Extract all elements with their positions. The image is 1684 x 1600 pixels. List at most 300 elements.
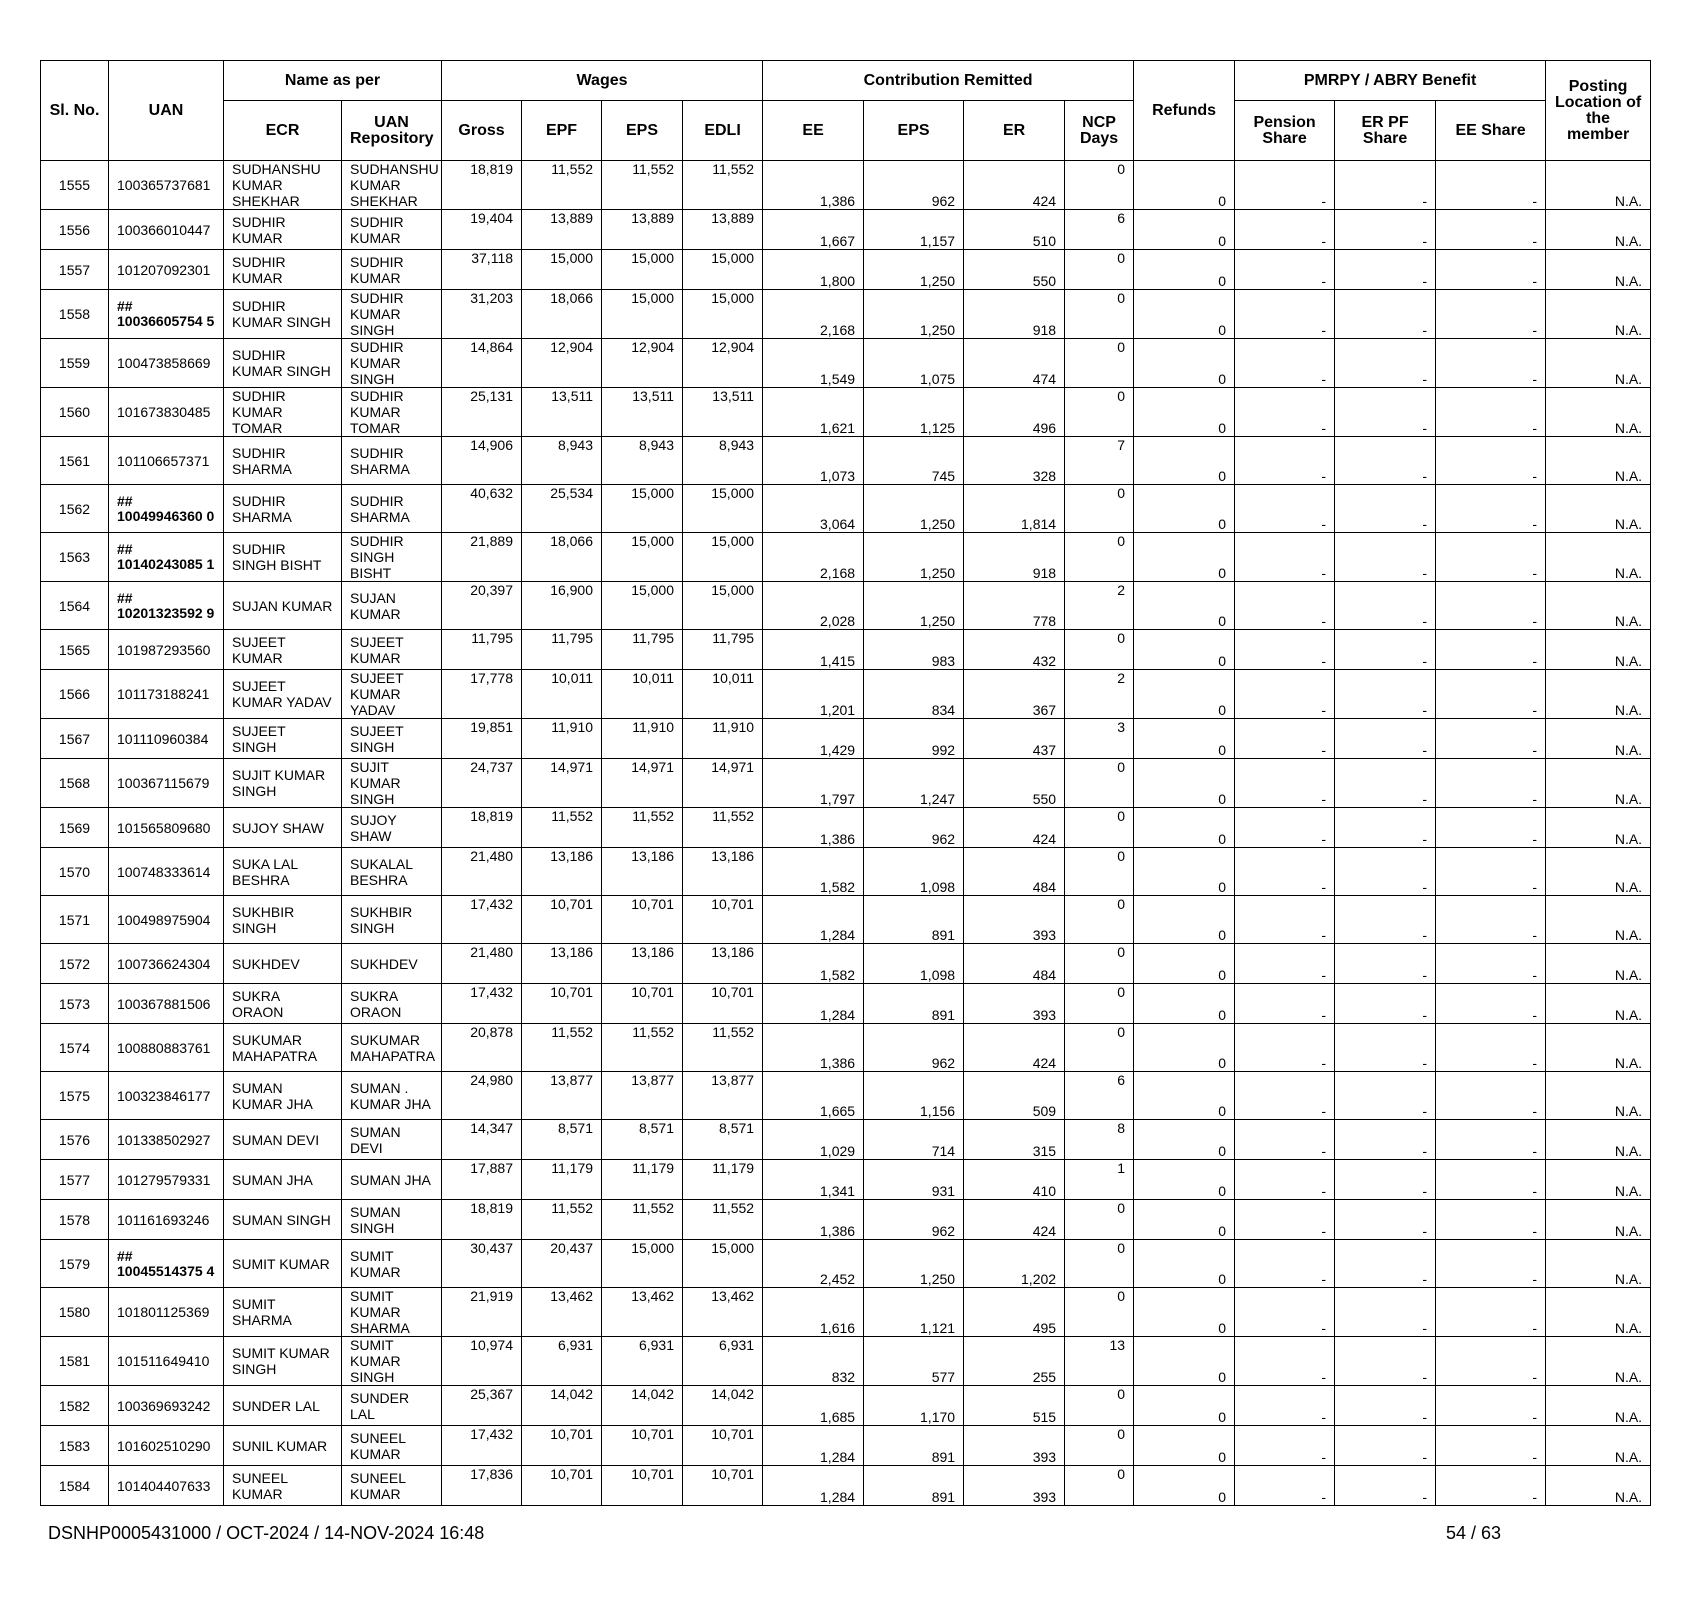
cell-uan: 100736624304 — [109, 944, 224, 984]
cell-edli: 11,910 — [683, 719, 763, 759]
cell-er-pf-share: - — [1335, 848, 1436, 896]
cell-uan-repository: SUDHIR KUMAR — [342, 210, 442, 250]
table-row — [41, 719, 1651, 759]
cell-er: 255 — [964, 1337, 1065, 1386]
cell-contrib-eps: 1,250 — [864, 290, 964, 339]
cell-er-pf-share: - — [1335, 719, 1436, 759]
table-row — [41, 250, 1651, 290]
cell-posting-location: N.A. — [1546, 719, 1651, 759]
cell-refunds: 0 — [1134, 848, 1235, 896]
cell-uan-repository: SUDHIR SINGH BISHT — [342, 533, 442, 582]
cell-edli: 12,904 — [683, 339, 763, 388]
cell-uan: 101602510290 — [109, 1426, 224, 1466]
cell-ee-share: - — [1436, 388, 1546, 437]
cell-uan-repository: SUKHDEV — [342, 944, 442, 984]
cell-ecr-name: SUMIT SHARMA — [224, 1288, 342, 1337]
cell-eps: 15,000 — [602, 485, 683, 533]
table-row — [41, 984, 1651, 1024]
cell-eps: 10,011 — [602, 670, 683, 719]
cell-uan: 101673830485 — [109, 388, 224, 437]
cell-uan-repository: SUDHIR KUMAR SINGH — [342, 290, 442, 339]
cell-ee: 1,797 — [763, 759, 864, 808]
cell-edli: 14,042 — [683, 1386, 763, 1426]
cell-pension-share: - — [1235, 533, 1335, 582]
cell-pension-share: - — [1235, 1200, 1335, 1240]
cell-ee: 1,073 — [763, 437, 864, 485]
cell-ee-share: - — [1436, 1240, 1546, 1288]
cell-ee: 2,028 — [763, 582, 864, 630]
cell-refunds: 0 — [1134, 984, 1235, 1024]
cell-gross: 21,480 — [442, 944, 522, 984]
cell-uan: 101565809680 — [109, 808, 224, 848]
cell-er-pf-share: - — [1335, 161, 1436, 210]
cell-uan: 100880883761 — [109, 1024, 224, 1072]
cell-edli: 11,552 — [683, 1200, 763, 1240]
cell-ecr-name: SUNEEL KUMAR — [224, 1466, 342, 1506]
cell-er-pf-share: - — [1335, 1200, 1436, 1240]
cell-posting-location: N.A. — [1546, 290, 1651, 339]
cell-er: 424 — [964, 1024, 1065, 1072]
cell-uan: 101279579331 — [109, 1160, 224, 1200]
cell-refunds: 0 — [1134, 582, 1235, 630]
cell-eps: 15,000 — [602, 290, 683, 339]
cell-pension-share: - — [1235, 210, 1335, 250]
cell-eps: 8,571 — [602, 1120, 683, 1160]
cell-refunds: 0 — [1134, 437, 1235, 485]
cell-contrib-eps: 962 — [864, 1024, 964, 1072]
cell-ee-share: - — [1436, 1160, 1546, 1200]
cell-uan: 101404407633 — [109, 1466, 224, 1506]
cell-uan: 100498975904 — [109, 896, 224, 944]
cell-ecr-name: SUDHIR KUMAR — [224, 250, 342, 290]
cell-refunds: 0 — [1134, 896, 1235, 944]
cell-edli: 11,795 — [683, 630, 763, 670]
cell-edli: 13,511 — [683, 388, 763, 437]
cell-refunds: 0 — [1134, 1386, 1235, 1426]
cell-eps: 14,042 — [602, 1386, 683, 1426]
cell-gross: 10,974 — [442, 1337, 522, 1386]
cell-pension-share: - — [1235, 339, 1335, 388]
cell-er-pf-share: - — [1335, 1024, 1436, 1072]
cell-ee: 1,800 — [763, 250, 864, 290]
cell-posting-location: N.A. — [1546, 1337, 1651, 1386]
cell-er: 1,202 — [964, 1240, 1065, 1288]
cell-posting-location: N.A. — [1546, 944, 1651, 984]
cell-refunds: 0 — [1134, 944, 1235, 984]
cell-eps: 13,889 — [602, 210, 683, 250]
cell-ee: 1,386 — [763, 1200, 864, 1240]
cell-edli: 14,971 — [683, 759, 763, 808]
cell-edli: 10,701 — [683, 1466, 763, 1506]
cell-er-pf-share: - — [1335, 896, 1436, 944]
cell-uan: 100367881506 — [109, 984, 224, 1024]
cell-epf: 10,701 — [522, 1426, 602, 1466]
cell-sl-no: 1570 — [41, 848, 109, 896]
cell-refunds: 0 — [1134, 1120, 1235, 1160]
cell-posting-location: N.A. — [1546, 1240, 1651, 1288]
cell-eps: 15,000 — [602, 533, 683, 582]
table-row — [41, 339, 1651, 388]
cell-er: 437 — [964, 719, 1065, 759]
col-ee: EE — [763, 101, 864, 161]
cell-epf: 13,511 — [522, 388, 602, 437]
cell-gross: 17,836 — [442, 1466, 522, 1506]
cell-gross: 17,432 — [442, 1426, 522, 1466]
cell-uan: 100369693242 — [109, 1386, 224, 1426]
cell-sl-no: 1555 — [41, 161, 109, 210]
cell-ncp-days: 1 — [1065, 1160, 1134, 1200]
table-row — [41, 437, 1651, 485]
cell-ncp-days: 2 — [1065, 670, 1134, 719]
cell-contrib-eps: 891 — [864, 984, 964, 1024]
cell-er-pf-share: - — [1335, 1337, 1436, 1386]
cell-posting-location: N.A. — [1546, 1024, 1651, 1072]
cell-epf: 13,186 — [522, 944, 602, 984]
cell-er-pf-share: - — [1335, 670, 1436, 719]
cell-uan: ## 10201323592 9 — [109, 582, 224, 630]
cell-ecr-name: SUDHIR SHARMA — [224, 485, 342, 533]
cell-ncp-days: 0 — [1065, 1466, 1134, 1506]
cell-pension-share: - — [1235, 670, 1335, 719]
cell-posting-location: N.A. — [1546, 984, 1651, 1024]
cell-er: 918 — [964, 290, 1065, 339]
cell-er: 393 — [964, 1426, 1065, 1466]
cell-posting-location: N.A. — [1546, 808, 1651, 848]
cell-uan: ## 10045514375 4 — [109, 1240, 224, 1288]
cell-ecr-name: SUJAN KUMAR — [224, 582, 342, 630]
cell-gross: 24,980 — [442, 1072, 522, 1120]
cell-epf: 11,552 — [522, 1024, 602, 1072]
cell-epf: 13,889 — [522, 210, 602, 250]
cell-ee: 1,341 — [763, 1160, 864, 1200]
cell-refunds: 0 — [1134, 719, 1235, 759]
cell-gross: 18,819 — [442, 161, 522, 210]
cell-ee: 1,616 — [763, 1288, 864, 1337]
col-pension-share: Pension Share — [1235, 101, 1335, 161]
cell-eps: 11,910 — [602, 719, 683, 759]
cell-ee-share: - — [1436, 290, 1546, 339]
cell-contrib-eps: 1,125 — [864, 388, 964, 437]
cell-uan: 100473858669 — [109, 339, 224, 388]
cell-ncp-days: 0 — [1065, 848, 1134, 896]
cell-er-pf-share: - — [1335, 250, 1436, 290]
table-row — [41, 670, 1651, 719]
cell-sl-no: 1567 — [41, 719, 109, 759]
page-number: 54 / 63 — [1446, 1523, 1502, 1543]
cell-er: 393 — [964, 896, 1065, 944]
cell-sl-no: 1573 — [41, 984, 109, 1024]
cell-ncp-days: 13 — [1065, 1337, 1134, 1386]
cell-pension-share: - — [1235, 485, 1335, 533]
cell-epf: 10,701 — [522, 896, 602, 944]
cell-eps: 11,552 — [602, 1200, 683, 1240]
cell-ncp-days: 0 — [1065, 944, 1134, 984]
cell-uan: 101207092301 — [109, 250, 224, 290]
cell-gross: 30,437 — [442, 1240, 522, 1288]
cell-sl-no: 1562 — [41, 485, 109, 533]
cell-eps: 10,701 — [602, 1466, 683, 1506]
cell-edli: 13,462 — [683, 1288, 763, 1337]
cell-uan-repository: SUMIT KUMAR SINGH — [342, 1337, 442, 1386]
cell-uan-repository: SUDHIR KUMAR TOMAR — [342, 388, 442, 437]
cell-uan-repository: SUJAN KUMAR — [342, 582, 442, 630]
group-contribution-remitted: Contribution Remitted — [763, 61, 1134, 101]
cell-contrib-eps: 1,121 — [864, 1288, 964, 1337]
cell-ecr-name: SUNDER LAL — [224, 1386, 342, 1426]
cell-uan-repository: SUMAN . KUMAR JHA — [342, 1072, 442, 1120]
col-contrib-eps: EPS — [864, 101, 964, 161]
cell-ecr-name: SUMAN DEVI — [224, 1120, 342, 1160]
cell-refunds: 0 — [1134, 1024, 1235, 1072]
cell-ecr-name: SUJIT KUMAR SINGH — [224, 759, 342, 808]
cell-ecr-name: SUKA LAL BESHRA — [224, 848, 342, 896]
table-row — [41, 759, 1651, 808]
cell-ncp-days: 8 — [1065, 1120, 1134, 1160]
col-er: ER — [964, 101, 1065, 161]
cell-ecr-name: SUJEET KUMAR YADAV — [224, 670, 342, 719]
cell-sl-no: 1565 — [41, 630, 109, 670]
table-row — [41, 1240, 1651, 1288]
table-row — [41, 1288, 1651, 1337]
cell-eps: 11,179 — [602, 1160, 683, 1200]
cell-er: 432 — [964, 630, 1065, 670]
cell-sl-no: 1560 — [41, 388, 109, 437]
cell-er-pf-share: - — [1335, 437, 1436, 485]
cell-er-pf-share: - — [1335, 984, 1436, 1024]
cell-ncp-days: 0 — [1065, 984, 1134, 1024]
cell-uan: 100365737681 — [109, 161, 224, 210]
cell-ee-share: - — [1436, 630, 1546, 670]
cell-sl-no: 1579 — [41, 1240, 109, 1288]
cell-sl-no: 1582 — [41, 1386, 109, 1426]
cell-ee: 1,667 — [763, 210, 864, 250]
cell-ee-share: - — [1436, 161, 1546, 210]
cell-er-pf-share: - — [1335, 944, 1436, 984]
table-row — [41, 1072, 1651, 1120]
cell-refunds: 0 — [1134, 1200, 1235, 1240]
cell-ee-share: - — [1436, 1120, 1546, 1160]
cell-ee-share: - — [1436, 1072, 1546, 1120]
cell-er-pf-share: - — [1335, 1240, 1436, 1288]
cell-ecr-name: SUKUMAR MAHAPATRA — [224, 1024, 342, 1072]
cell-eps: 13,462 — [602, 1288, 683, 1337]
cell-epf: 11,795 — [522, 630, 602, 670]
cell-uan: 101110960384 — [109, 719, 224, 759]
group-name-as-per: Name as per — [224, 61, 442, 101]
cell-er-pf-share: - — [1335, 339, 1436, 388]
cell-sl-no: 1568 — [41, 759, 109, 808]
cell-ee-share: - — [1436, 984, 1546, 1024]
cell-posting-location: N.A. — [1546, 210, 1651, 250]
cell-contrib-eps: 962 — [864, 161, 964, 210]
document-reference: DSNHP0005431000 / OCT-2024 / 14-NOV-2024 16:48 — [48, 1523, 485, 1543]
cell-ncp-days: 0 — [1065, 759, 1134, 808]
cell-edli: 11,552 — [683, 161, 763, 210]
cell-sl-no: 1581 — [41, 1337, 109, 1386]
cell-posting-location: N.A. — [1546, 630, 1651, 670]
cell-posting-location: N.A. — [1546, 848, 1651, 896]
cell-eps: 11,552 — [602, 161, 683, 210]
cell-ecr-name: SUDHIR KUMAR — [224, 210, 342, 250]
cell-ee: 1,386 — [763, 1024, 864, 1072]
cell-contrib-eps: 1,157 — [864, 210, 964, 250]
cell-ecr-name: SUJOY SHAW — [224, 808, 342, 848]
cell-er-pf-share: - — [1335, 1466, 1436, 1506]
cell-eps: 8,943 — [602, 437, 683, 485]
cell-pension-share: - — [1235, 437, 1335, 485]
cell-ee-share: - — [1436, 808, 1546, 848]
cell-epf: 11,552 — [522, 808, 602, 848]
cell-eps: 13,186 — [602, 944, 683, 984]
cell-sl-no: 1571 — [41, 896, 109, 944]
group-pmrpy-abry: PMRPY / ABRY Benefit — [1235, 61, 1546, 101]
cell-epf: 18,066 — [522, 533, 602, 582]
cell-edli: 10,701 — [683, 1426, 763, 1466]
cell-refunds: 0 — [1134, 485, 1235, 533]
cell-eps: 12,904 — [602, 339, 683, 388]
cell-sl-no: 1556 — [41, 210, 109, 250]
cell-er: 393 — [964, 984, 1065, 1024]
col-uan: UAN — [109, 61, 224, 161]
cell-pension-share: - — [1235, 1120, 1335, 1160]
cell-uan: 101106657371 — [109, 437, 224, 485]
cell-uan-repository: SUJEET KUMAR YADAV — [342, 670, 442, 719]
cell-er-pf-share: - — [1335, 582, 1436, 630]
cell-posting-location: N.A. — [1546, 1288, 1651, 1337]
cell-uan-repository: SUMIT KUMAR SHARMA — [342, 1288, 442, 1337]
cell-epf: 8,943 — [522, 437, 602, 485]
cell-pension-share: - — [1235, 388, 1335, 437]
col-sl-no: Sl. No. — [41, 61, 109, 161]
cell-ncp-days: 0 — [1065, 533, 1134, 582]
cell-ee: 1,201 — [763, 670, 864, 719]
table-row — [41, 944, 1651, 984]
cell-contrib-eps: 1,247 — [864, 759, 964, 808]
cell-pension-share: - — [1235, 1160, 1335, 1200]
cell-posting-location: N.A. — [1546, 1200, 1651, 1240]
cell-ecr-name: SUDHIR SHARMA — [224, 437, 342, 485]
cell-epf: 13,877 — [522, 1072, 602, 1120]
cell-posting-location: N.A. — [1546, 1426, 1651, 1466]
cell-contrib-eps: 1,075 — [864, 339, 964, 388]
cell-er: 424 — [964, 161, 1065, 210]
cell-edli: 15,000 — [683, 582, 763, 630]
cell-contrib-eps: 1,156 — [864, 1072, 964, 1120]
cell-gross: 11,795 — [442, 630, 522, 670]
cell-pension-share: - — [1235, 630, 1335, 670]
table-row — [41, 1386, 1651, 1426]
cell-gross: 18,819 — [442, 1200, 522, 1240]
cell-ecr-name: SUJEET KUMAR — [224, 630, 342, 670]
cell-sl-no: 1584 — [41, 1466, 109, 1506]
cell-gross: 31,203 — [442, 290, 522, 339]
col-eps: EPS — [602, 101, 683, 161]
cell-pension-share: - — [1235, 161, 1335, 210]
table-row — [41, 210, 1651, 250]
cell-gross: 21,889 — [442, 533, 522, 582]
cell-gross: 14,347 — [442, 1120, 522, 1160]
cell-contrib-eps: 891 — [864, 1426, 964, 1466]
cell-ee: 1,386 — [763, 808, 864, 848]
cell-er-pf-share: - — [1335, 533, 1436, 582]
cell-pension-share: - — [1235, 1426, 1335, 1466]
table-row — [41, 630, 1651, 670]
cell-ncp-days: 6 — [1065, 1072, 1134, 1120]
cell-er: 509 — [964, 1072, 1065, 1120]
cell-ee: 832 — [763, 1337, 864, 1386]
cell-edli: 13,877 — [683, 1072, 763, 1120]
cell-pension-share: - — [1235, 944, 1335, 984]
cell-pension-share: - — [1235, 759, 1335, 808]
cell-edli: 15,000 — [683, 250, 763, 290]
cell-edli: 11,179 — [683, 1160, 763, 1200]
cell-epf: 13,462 — [522, 1288, 602, 1337]
cell-eps: 14,971 — [602, 759, 683, 808]
cell-refunds: 0 — [1134, 1240, 1235, 1288]
table-row — [41, 1466, 1651, 1506]
cell-er: 1,814 — [964, 485, 1065, 533]
cell-sl-no: 1563 — [41, 533, 109, 582]
cell-uan: 101987293560 — [109, 630, 224, 670]
cell-eps: 15,000 — [602, 582, 683, 630]
cell-uan-repository: SUMAN SINGH — [342, 1200, 442, 1240]
cell-ee-share: - — [1436, 339, 1546, 388]
cell-er: 315 — [964, 1120, 1065, 1160]
cell-ee: 1,284 — [763, 1466, 864, 1506]
cell-er-pf-share: - — [1335, 1072, 1436, 1120]
cell-uan-repository: SUJIT KUMAR SINGH — [342, 759, 442, 808]
cell-epf: 15,000 — [522, 250, 602, 290]
cell-ee-share: - — [1436, 210, 1546, 250]
cell-gross: 21,480 — [442, 848, 522, 896]
table-row — [41, 1426, 1651, 1466]
cell-ee-share: - — [1436, 1288, 1546, 1337]
cell-ee: 1,621 — [763, 388, 864, 437]
cell-uan: 101338502927 — [109, 1120, 224, 1160]
cell-ee: 1,582 — [763, 944, 864, 984]
cell-ncp-days: 0 — [1065, 1288, 1134, 1337]
cell-ecr-name: SUDHANSHU KUMAR SHEKHAR — [224, 161, 342, 210]
cell-ecr-name: SUDHIR KUMAR TOMAR — [224, 388, 342, 437]
cell-ecr-name: SUMAN KUMAR JHA — [224, 1072, 342, 1120]
cell-uan-repository: SUDHANSHU KUMAR SHEKHAR — [342, 161, 442, 210]
cell-ee: 1,284 — [763, 896, 864, 944]
col-ecr-name: ECR — [224, 101, 342, 161]
cell-er-pf-share: - — [1335, 1426, 1436, 1466]
cell-contrib-eps: 962 — [864, 808, 964, 848]
cell-er-pf-share: - — [1335, 759, 1436, 808]
cell-ee: 1,029 — [763, 1120, 864, 1160]
cell-ee: 1,549 — [763, 339, 864, 388]
cell-pension-share: - — [1235, 808, 1335, 848]
cell-ee: 1,415 — [763, 630, 864, 670]
cell-uan: ## 10140243085 1 — [109, 533, 224, 582]
cell-ee: 1,386 — [763, 161, 864, 210]
cell-gross: 24,737 — [442, 759, 522, 808]
cell-ecr-name: SUMAN SINGH — [224, 1200, 342, 1240]
cell-ncp-days: 2 — [1065, 582, 1134, 630]
cell-edli: 15,000 — [683, 1240, 763, 1288]
cell-refunds: 0 — [1134, 808, 1235, 848]
cell-edli: 10,701 — [683, 896, 763, 944]
cell-posting-location: N.A. — [1546, 250, 1651, 290]
cell-uan: 101173188241 — [109, 670, 224, 719]
cell-ecr-name: SUMIT KUMAR — [224, 1240, 342, 1288]
cell-ee: 2,452 — [763, 1240, 864, 1288]
table-header — [41, 61, 1651, 161]
cell-ncp-days: 0 — [1065, 1240, 1134, 1288]
cell-ee-share: - — [1436, 759, 1546, 808]
